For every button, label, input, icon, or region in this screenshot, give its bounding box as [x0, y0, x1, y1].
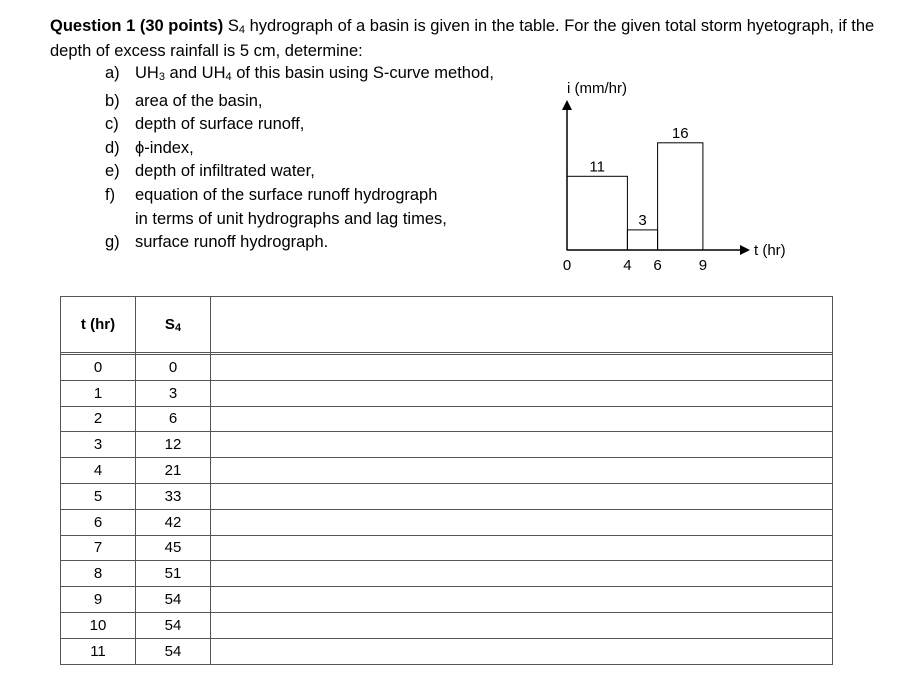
- question-item-d: d) ϕ-index,: [105, 138, 194, 157]
- s-hydrograph-table: [60, 296, 833, 665]
- question-item-f: f) equation of the surface runoff hydrograph: [105, 185, 438, 204]
- cell-t: 9: [61, 587, 136, 613]
- cell-s4: 3: [136, 380, 211, 406]
- cell-blank: [211, 561, 833, 587]
- cell-blank: [211, 406, 833, 432]
- table-row: [61, 535, 833, 561]
- table-row: [61, 483, 833, 509]
- cell-s4: 21: [136, 458, 211, 484]
- bar-0: [567, 176, 627, 250]
- table-row: [61, 355, 833, 381]
- cell-t: 3: [61, 432, 136, 458]
- question-item-f-cont: in terms of unit hydrographs and lag times,: [135, 209, 447, 228]
- cell-t: 1: [61, 380, 136, 406]
- table-row: [61, 638, 833, 664]
- x-tick-9: 9: [698, 257, 708, 274]
- header-t: t (hr): [61, 297, 136, 353]
- table-body: [61, 355, 833, 665]
- y-axis-label: i (mm/hr): [567, 80, 627, 97]
- cell-s4: 33: [136, 483, 211, 509]
- question-item-b: b) area of the basin,: [105, 91, 263, 110]
- y-axis-arrow: [562, 100, 572, 110]
- x-tick-4: 4: [623, 257, 632, 274]
- bar-label-2: 16: [671, 124, 689, 142]
- table-header-row: [61, 297, 833, 353]
- cell-t: 2: [61, 406, 136, 432]
- cell-t: 5: [61, 483, 136, 509]
- cell-blank: [211, 432, 833, 458]
- cell-blank: [211, 509, 833, 535]
- question-item-e: e) depth of infiltrated water,: [105, 162, 315, 181]
- hyetograph-chart: [0, 0, 903, 300]
- x-tick-6: 6: [653, 257, 662, 274]
- question-item-c: c) depth of surface runoff,: [105, 115, 305, 134]
- bar-2: [658, 143, 703, 250]
- cell-t: 4: [61, 458, 136, 484]
- cell-blank: [211, 587, 833, 613]
- cell-blank: [211, 483, 833, 509]
- x-axis-label: t (hr): [754, 242, 786, 259]
- cell-s4: 51: [136, 561, 211, 587]
- cell-s4: 54: [136, 587, 211, 613]
- cell-s4: 45: [136, 535, 211, 561]
- x-tick-0: 0: [562, 257, 572, 274]
- question-title: Question 1 (30 points): [50, 17, 224, 35]
- x-axis-arrow: [740, 245, 750, 255]
- table-row: [61, 432, 833, 458]
- table-row: [61, 509, 833, 535]
- cell-s4: 0: [136, 355, 211, 381]
- table-row: [61, 587, 833, 613]
- bar-1: [627, 230, 657, 250]
- cell-blank: [211, 355, 833, 381]
- header-blank: [211, 297, 833, 353]
- ticks-group: [563, 257, 707, 274]
- cell-t: 11: [61, 638, 136, 664]
- table-row: [61, 380, 833, 406]
- cell-s4: 42: [136, 509, 211, 535]
- cell-t: 6: [61, 509, 136, 535]
- bar-label-0: 11: [589, 158, 605, 176]
- cell-blank: [211, 535, 833, 561]
- question-intro: $S_4$ hydrograph of a basin is given in the table. For the given total storm hyetograph, if the depth of excess rainfall is 5 cm, determine:: [50, 17, 875, 60]
- cell-blank: [211, 380, 833, 406]
- header-s4: $S_4$: [136, 297, 211, 353]
- cell-t: 0: [61, 355, 136, 381]
- cell-blank: [211, 458, 833, 484]
- cell-blank: [211, 612, 833, 638]
- table-row: [61, 561, 833, 587]
- question-item-g: g) surface runoff hydrograph.: [105, 233, 329, 252]
- cell-s4: 54: [136, 638, 211, 664]
- cell-s4: 12: [136, 432, 211, 458]
- question-item-a: a) $UH_3$ and $UH_4$ of this basin using S-curve method,: [105, 64, 494, 83]
- cell-t: 7: [61, 535, 136, 561]
- cell-s4: 54: [136, 612, 211, 638]
- bar-label-1: 3: [638, 211, 647, 229]
- table-row: [61, 612, 833, 638]
- cell-s4: 6: [136, 406, 211, 432]
- cell-t: 10: [61, 612, 136, 638]
- table-row: [61, 406, 833, 432]
- cell-t: 8: [61, 561, 136, 587]
- bars-group: [567, 125, 703, 250]
- cell-blank: [211, 638, 833, 664]
- table-row: [61, 458, 833, 484]
